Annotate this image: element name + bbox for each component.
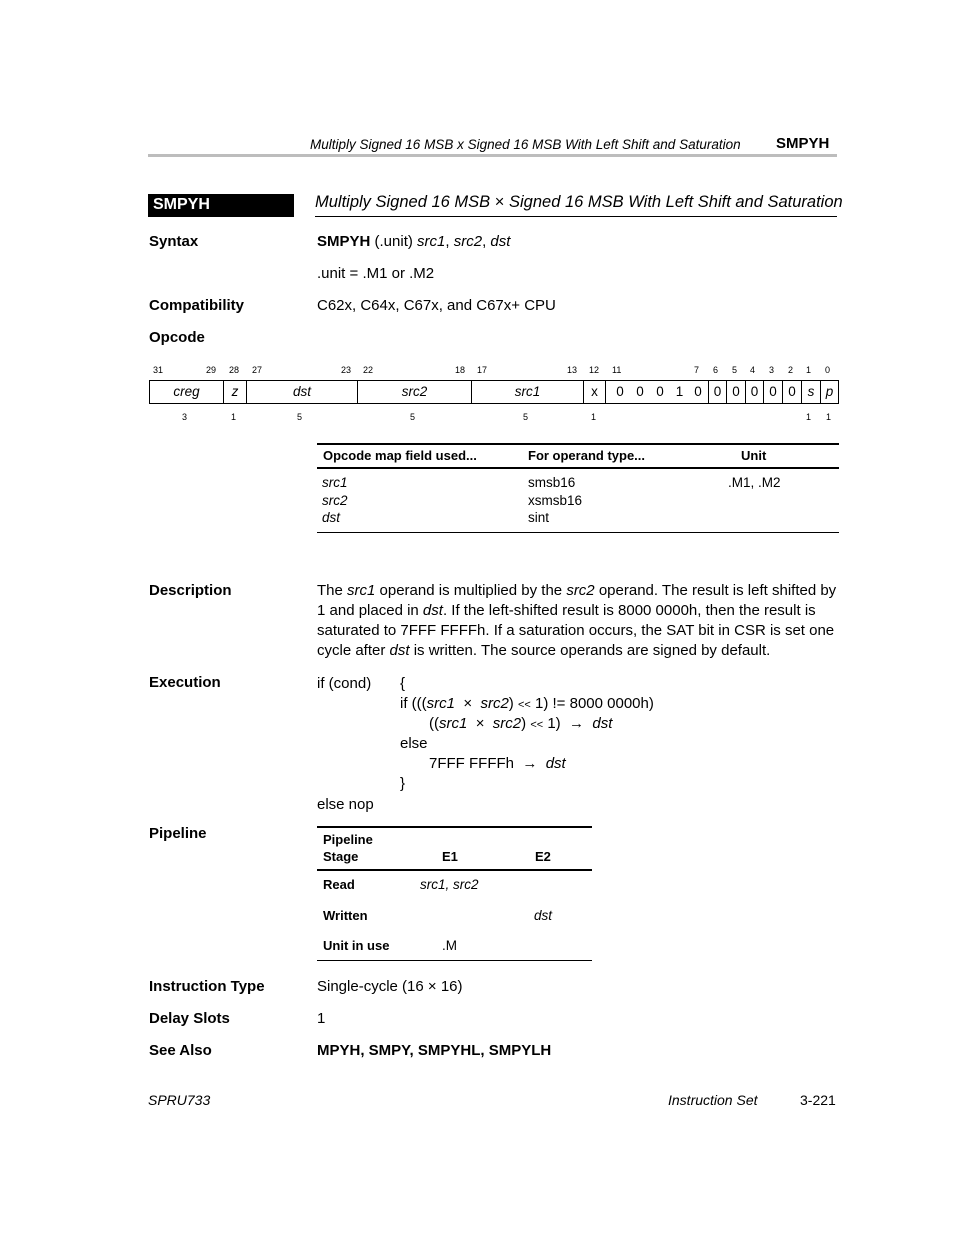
table-rule	[317, 869, 592, 871]
bit-number: 23	[341, 365, 352, 375]
column-header: Opcode map field used...	[323, 448, 477, 463]
table-cell: smsb16	[528, 475, 576, 490]
opcode-field-x: x	[584, 381, 606, 403]
description-label: Description	[149, 582, 232, 599]
column-header: Pipeline	[323, 832, 373, 847]
exec-line-5: 7FFF FFFFh → dst	[429, 755, 566, 772]
bit-number: 27	[252, 365, 263, 375]
bit-number: 0	[825, 365, 831, 375]
unit-line: .unit = .M1 or .M2	[317, 265, 435, 282]
bit-number: 1	[806, 365, 812, 375]
bit-number: 18	[455, 365, 466, 375]
exec-else: else	[400, 735, 428, 752]
bit-number: 11	[612, 365, 622, 375]
table-rule	[317, 960, 592, 961]
running-header-title: Multiply Signed 16 MSB x Signed 16 MSB With Left Shift and Saturation	[310, 137, 741, 152]
delay-slots-value: 1	[317, 1010, 326, 1027]
field-width: 5	[523, 412, 529, 422]
exec-if-cond: if (cond)	[317, 675, 372, 692]
pipeline-cell: dst	[534, 908, 553, 923]
syntax-line: SMPYH (.unit) src1, src2, dst	[317, 233, 511, 250]
instruction-title: Multiply Signed 16 MSB × Signed 16 MSB With Left Shift and Saturation	[315, 193, 843, 211]
column-header: Unit	[741, 448, 767, 463]
pipeline-cell: src1, src2	[420, 877, 479, 892]
title-rule	[315, 216, 837, 217]
see-also-value: MPYH, SMPY, SMPYHL, SMPYLH	[317, 1042, 552, 1059]
exec-close-brace: }	[400, 775, 406, 792]
exec-line-2: if (((src1 × src2) << 1) != 8000 0000h)	[400, 695, 654, 712]
field-width: 5	[410, 412, 416, 422]
see-also-label: See Also	[149, 1042, 212, 1059]
opcode-bit: 0	[746, 381, 764, 403]
opcode-field-op-bits: 0 0 0 1 0	[616, 384, 702, 399]
instruction-type-label: Instruction Type	[149, 978, 265, 995]
field-width: 1	[826, 412, 832, 422]
bit-number: 2	[788, 365, 794, 375]
table-cell: sint	[528, 510, 550, 525]
field-width: 1	[591, 412, 597, 422]
table-rule	[317, 443, 839, 445]
opcode-field-dst: dst	[247, 381, 358, 403]
exec-open-brace: {	[400, 675, 406, 692]
opcode-field-creg: creg	[150, 381, 224, 403]
column-header: Stage	[323, 849, 359, 864]
bit-number: 12	[589, 365, 600, 375]
field-width: 1	[231, 412, 237, 422]
table-rule	[317, 467, 839, 469]
execution-label: Execution	[149, 674, 221, 691]
exec-else-nop: else nop	[317, 796, 374, 813]
opcode-label: Opcode	[149, 329, 205, 346]
opcode-field-p: p	[825, 384, 834, 399]
mnemonic-badge: SMPYH	[148, 194, 294, 216]
table-cell: xsmsb16	[528, 493, 583, 508]
pipeline-stage: Written	[323, 908, 368, 923]
bit-number: 17	[477, 365, 488, 375]
bit-number: 31	[153, 365, 164, 375]
exec-line-3: ((src1 × src2) << 1) → dst	[429, 715, 613, 732]
bit-number: 4	[750, 365, 756, 375]
bit-number: 3	[769, 365, 775, 375]
delay-slots-label: Delay Slots	[149, 1010, 230, 1027]
bit-number: 5	[732, 365, 738, 375]
column-header: For operand type...	[528, 448, 646, 463]
syntax-label: Syntax	[149, 233, 199, 250]
opcode-field-s: s	[802, 381, 821, 403]
pipeline-label: Pipeline	[149, 825, 207, 842]
field-width: 3	[182, 412, 188, 422]
compatibility-value: C62x, C64x, C67x, and C67x+ CPU	[317, 297, 556, 314]
table-cell: .M1, .M2	[728, 475, 781, 490]
header-rule	[148, 154, 837, 157]
table-cell: src1	[322, 475, 348, 490]
opcode-bit: 0	[727, 381, 746, 403]
compatibility-label: Compatibility	[149, 297, 245, 314]
field-width: 1	[806, 412, 812, 422]
running-header-mnemonic: SMPYH	[776, 135, 830, 152]
bit-number: 29	[206, 365, 217, 375]
opcode-bit: 0	[708, 381, 727, 403]
bit-number: 22	[363, 365, 374, 375]
table-rule	[317, 826, 592, 828]
bit-number: 13	[567, 365, 578, 375]
pipeline-stage: Read	[323, 877, 355, 892]
table-cell: dst	[322, 510, 341, 525]
pipeline-stage: Unit in use	[323, 938, 390, 953]
mnemonic-rule	[148, 216, 294, 217]
table-cell: src2	[322, 493, 348, 508]
column-header: E1	[442, 849, 458, 864]
instruction-type-value: Single-cycle (16 × 16)	[317, 978, 463, 995]
bit-number: 7	[694, 365, 700, 375]
opcode-field-src1: src1	[472, 381, 584, 403]
bit-number: 28	[229, 365, 240, 375]
description-text: The src1 operand is multiplied by the src2 operand. The result is left shifted by 1 and placed in dst. If the left-shifted result is 8000 0000h, then the result is saturated to 7FFF FFFFh. If a saturation occurs, the SAT bit in CSR is set one cycle after dst is written. The source operands are signed by default.	[317, 582, 837, 659]
opcode-field-src2: src2	[358, 381, 472, 403]
opcode-field-z: z	[224, 381, 247, 403]
footer-page-number: 3-221	[800, 1092, 836, 1108]
table-rule	[317, 532, 839, 533]
column-header: E2	[535, 849, 551, 864]
field-width: 5	[297, 412, 303, 422]
pipeline-cell: .M	[442, 938, 457, 953]
footer-doc-id: SPRU733	[148, 1092, 211, 1108]
opcode-field-diagram	[149, 380, 839, 404]
opcode-bit: 0	[783, 381, 802, 403]
bit-number: 6	[713, 365, 719, 375]
footer-section: Instruction Set	[668, 1092, 758, 1108]
opcode-bit: 0	[764, 381, 783, 403]
